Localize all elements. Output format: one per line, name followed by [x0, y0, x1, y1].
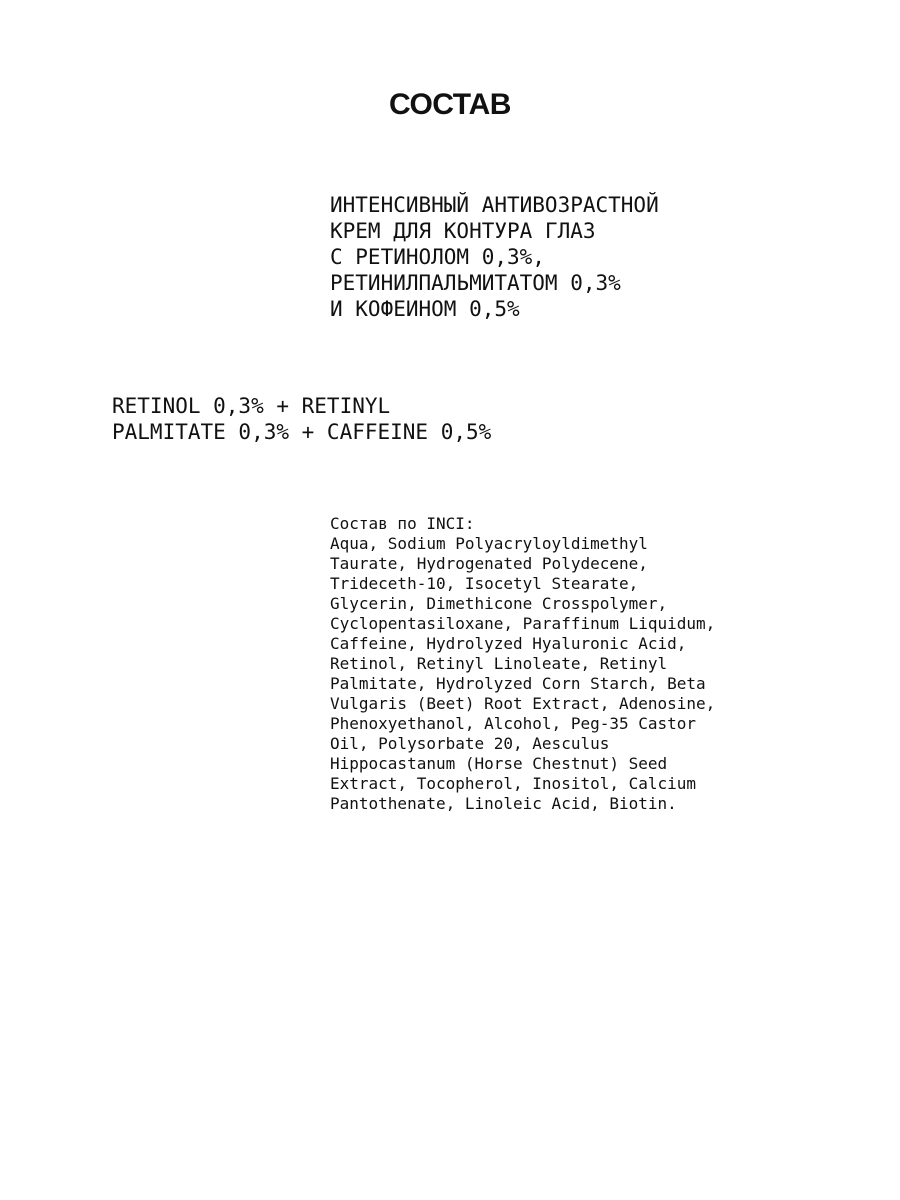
inci-line: Hippocastanum (Horse Chestnut) Seed: [330, 754, 668, 773]
inci-line: Oil, Polysorbate 20, Aesculus: [330, 734, 610, 753]
product-name-line: И КОФЕИНОМ 0,5%: [330, 297, 520, 321]
inci-line: Taurate, Hydrogenated Polydecene,: [330, 554, 648, 573]
inci-heading: Состав по INCI:: [330, 514, 475, 533]
inci-line: Palmitate, Hydrolyzed Corn Starch, Beta: [330, 674, 706, 693]
product-name-line: ИНТЕНСИВНЫЙ АНТИВОЗРАСТНОЙ: [330, 193, 659, 217]
inci-line: Vulgaris (Beet) Root Extract, Adenosine,: [330, 694, 716, 713]
inci-line: Cyclopentasiloxane, Paraffinum Liquidum,: [330, 614, 716, 633]
product-name-line: С РЕТИНОЛОМ 0,3%,: [330, 245, 545, 269]
active-ingredients-line: PALMITATE 0,3% + CAFFEINE 0,5%: [112, 420, 492, 444]
inci-line: Extract, Tocopherol, Inositol, Calcium: [330, 774, 697, 793]
product-name-line: РЕТИНИЛПАЛЬМИТАТОМ 0,3%: [330, 271, 621, 295]
active-ingredients-line: RETINOL 0,3% + RETINYL: [112, 394, 391, 418]
active-ingredients: [112, 393, 672, 445]
inci-line: Retinol, Retinyl Linoleate, Retinyl: [330, 654, 668, 673]
inci-line: Aqua, Sodium Polyacryloyldimethyl: [330, 534, 648, 553]
inci-line: Glycerin, Dimethicone Crosspolymer,: [330, 594, 668, 613]
page-title: СОСТАВ: [389, 88, 511, 121]
product-name: [330, 192, 850, 322]
inci-line: Caffeine, Hydrolyzed Hyaluronic Acid,: [330, 634, 687, 653]
product-name-line: КРЕМ ДЛЯ КОНТУРА ГЛАЗ: [330, 219, 596, 243]
inci-composition: [330, 514, 790, 814]
inci-line: Trideceth-10, Isocetyl Stearate,: [330, 574, 639, 593]
inci-line: Phenoxyethanol, Alcohol, Peg-35 Castor: [330, 714, 697, 733]
inci-line: Pantothenate, Linoleic Acid, Biotin.: [330, 794, 677, 813]
